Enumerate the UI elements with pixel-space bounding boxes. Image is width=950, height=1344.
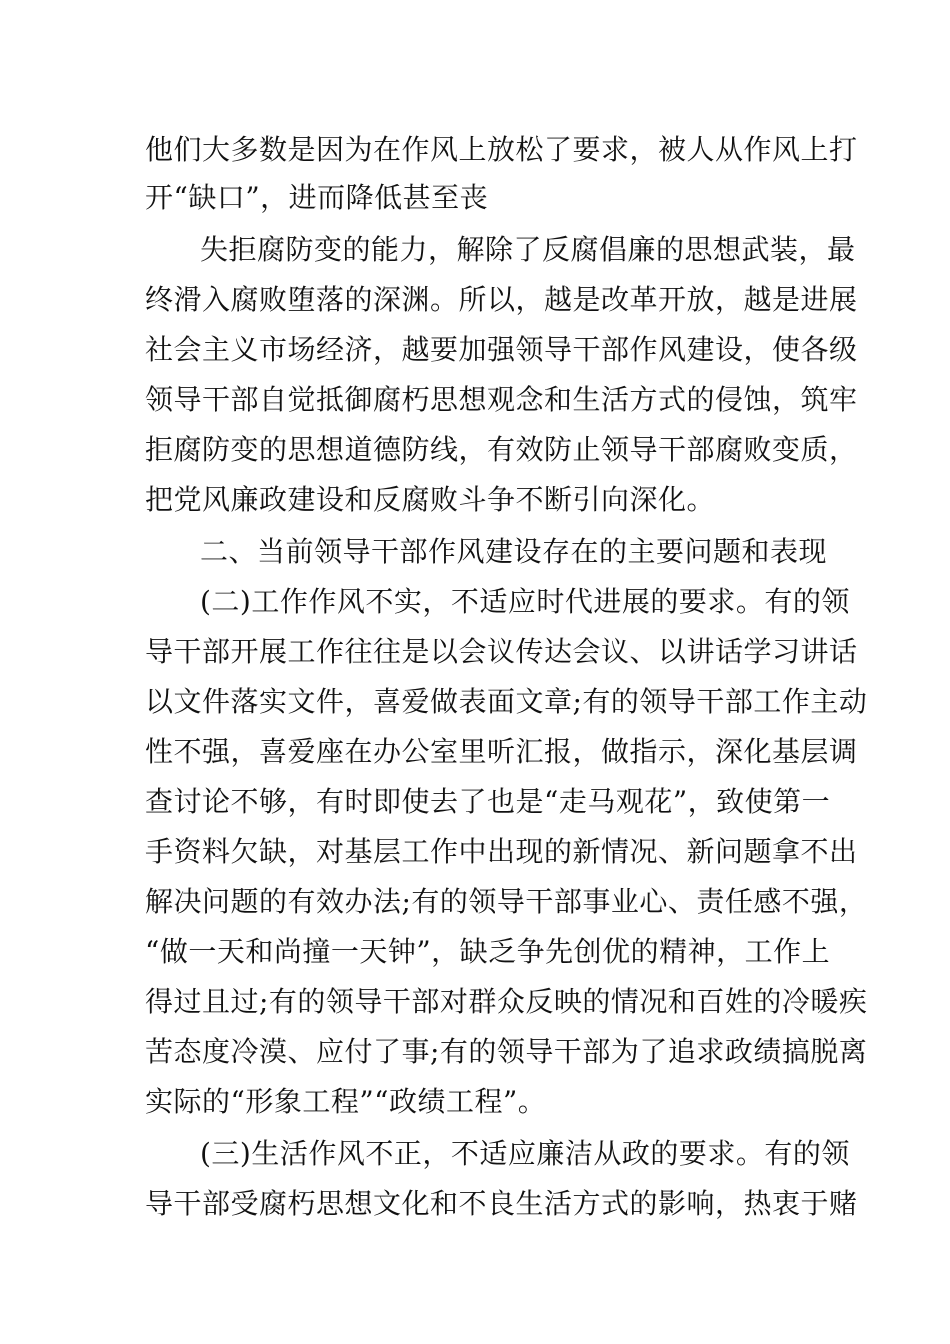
text-line: 他们大多数是因为在作风上放松了要求，被人从作风上打 <box>145 133 858 166</box>
text-line: 实际的“形象工程”“政绩工程”。 <box>145 1085 547 1118</box>
text-line: 社会主义市场经济，越要加强领导干部作风建设，使各级 <box>145 333 858 366</box>
text-line: 导干部受腐朽思想文化和不良生活方式的影响，热衷于赌 <box>145 1187 858 1220</box>
text-line: 苦态度冷漠、应付了事;有的领导干部为了追求政绩搞脱离 <box>145 1035 868 1068</box>
text-line: 把党风廉政建设和反腐败斗争不断引向深化。 <box>145 483 716 516</box>
paragraph-first-line: (二)工作作风不实，不适应时代进展的要求。有的领 <box>200 585 850 618</box>
text-line: “做一天和尚撞一天钟”，缺乏争先创优的精神，工作上 <box>145 935 831 968</box>
text-line: 查讨论不够，有时即使去了也是“走马观花”，致使第一 <box>145 785 831 818</box>
paragraph-first-line: (三)生活作风不正，不适应廉洁从政的要求。有的领 <box>200 1137 850 1170</box>
paragraph-first-line: 失拒腐防变的能力，解除了反腐倡廉的思想武装，最 <box>200 233 856 266</box>
section-heading: 二、当前领导干部作风建设存在的主要问题和表现 <box>200 535 828 568</box>
text-line: 开“缺口”，进而降低甚至丧 <box>145 181 489 214</box>
text-line: 解决问题的有效办法;有的领导干部事业心、责任感不强， <box>145 885 868 918</box>
text-line: 拒腐防变的思想道德防线，有效防止领导干部腐败变质， <box>145 433 858 466</box>
text-line: 导干部开展工作往往是以会议传达会议、以讲话学习讲话 <box>145 635 858 668</box>
text-line: 以文件落实文件，喜爱做表面文章;有的领导干部工作主动 <box>145 685 868 718</box>
text-line: 终滑入腐败堕落的深渊。所以，越是改革开放，越是进展 <box>145 283 858 316</box>
text-line: 性不强，喜爱座在办公室里听汇报，做指示，深化基层调 <box>145 735 858 768</box>
text-line: 得过且过;有的领导干部对群众反映的情况和百姓的冷暖疾 <box>145 985 868 1018</box>
text-line: 领导干部自觉抵御腐朽思想观念和生活方式的侵蚀，筑牢 <box>145 383 858 416</box>
text-line: 手资料欠缺，对基层工作中出现的新情况、新问题拿不出 <box>145 835 858 868</box>
